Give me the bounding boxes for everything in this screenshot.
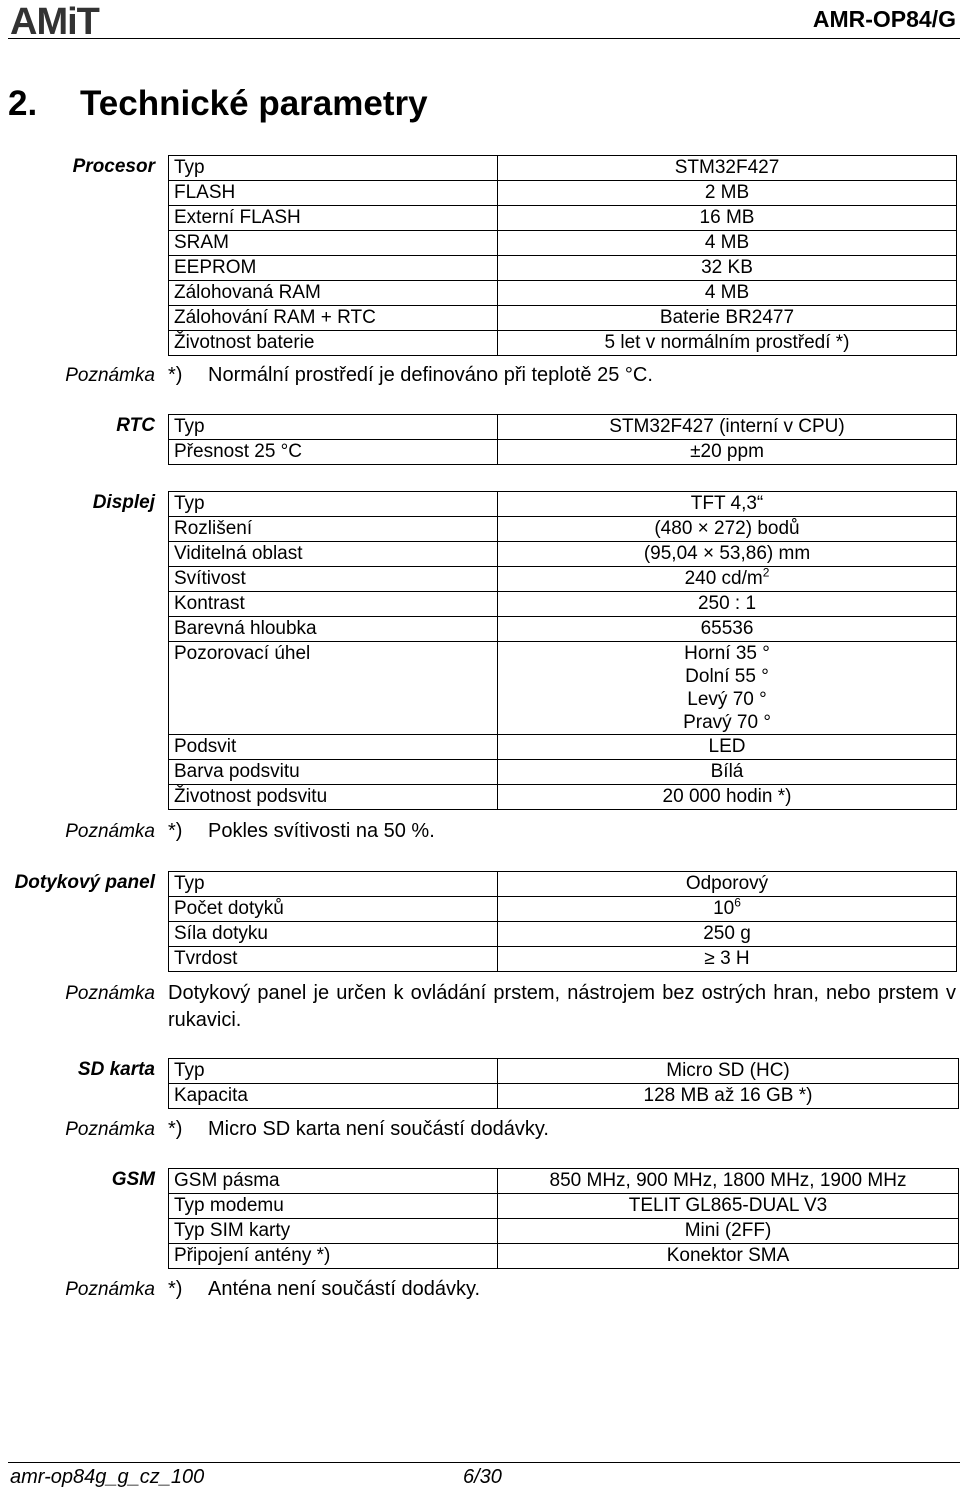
table-row (169, 256, 957, 281)
parameter-value (498, 181, 957, 206)
dotykovy-panel-table (168, 871, 957, 972)
section-label-sd-karta: SD karta (77, 1059, 155, 1080)
value-exponent: 6 (734, 895, 741, 910)
note-asterisk: *) (168, 820, 183, 842)
section-label-gsm: GSM (111, 1169, 155, 1190)
value-text: Baterie BR2477 (659, 307, 795, 328)
table-row (169, 206, 957, 231)
footer-document-id: amr-op84g_g_cz_100 (10, 1466, 205, 1488)
value-line: Levý 70 ° (687, 689, 767, 710)
value-exponent: 2 (762, 565, 770, 580)
parameter-name: Podsvit (169, 735, 498, 760)
value-text: ±20 ppm (690, 441, 764, 462)
value-line: Dolní 55 ° (685, 666, 769, 687)
value-text: (95,04 × 53,86) mm (643, 543, 811, 564)
parameter-value (498, 642, 957, 735)
value-text: TFT 4,3“ (690, 493, 764, 514)
note-label: Poznámka (65, 1119, 155, 1140)
value-text: 32 KB (701, 257, 753, 278)
table-row (169, 785, 957, 810)
header-rule (8, 38, 960, 39)
parameter-value (498, 306, 957, 331)
procesor-table (168, 155, 957, 356)
parameter-name: Typ (169, 156, 498, 181)
parameter-value (498, 517, 957, 542)
parameter-name: Typ (169, 1059, 498, 1084)
table-row (169, 281, 957, 306)
sd-karta-note (168, 1118, 549, 1141)
parameter-name: Pozorovací úhel (169, 642, 498, 735)
parameter-name: Zálohování RAM + RTC (169, 306, 498, 331)
table-row (169, 735, 957, 760)
table-row (169, 542, 957, 567)
parameter-value (498, 922, 957, 947)
parameter-value (498, 872, 957, 897)
parameter-value (498, 567, 957, 592)
table-row (169, 947, 957, 972)
parameter-name: Typ SIM karty (169, 1219, 498, 1244)
displej-table (168, 491, 957, 810)
table-row (169, 331, 957, 356)
value-line: Pravý 70 ° (683, 712, 771, 733)
value-text: 4 MB (704, 232, 750, 253)
value-text: STM32F427 (674, 157, 780, 178)
value-text: 128 MB až 16 GB *) (643, 1085, 813, 1106)
parameter-name: Typ (169, 872, 498, 897)
parameter-name: Typ (169, 492, 498, 517)
note-asterisk: *) (168, 1118, 183, 1140)
parameter-value (498, 897, 957, 922)
parameter-name: Tvrdost (169, 947, 498, 972)
table-row (169, 306, 957, 331)
parameter-name: Počet dotyků (169, 897, 498, 922)
value-text: Mini (2FF) (684, 1220, 772, 1241)
value-text: STM32F427 (interní v CPU) (609, 416, 845, 437)
value-text: Konektor SMA (666, 1245, 790, 1266)
dotykovy-panel-note: Dotykový panel je určen k ovládání prstem, nástrojem bez ostrých hran, nebo prstem v rukavici. (168, 982, 956, 1031)
value-text: Odporový (685, 873, 769, 894)
parameter-value (498, 206, 957, 231)
parameter-name: Viditelná oblast (169, 542, 498, 567)
svg-text:AMiT: AMiT (10, 2, 99, 38)
table-row (169, 156, 957, 181)
parameter-value (498, 415, 957, 440)
table-row (169, 231, 957, 256)
parameter-value (498, 440, 957, 465)
table-row (169, 872, 957, 897)
table-row (169, 592, 957, 617)
parameter-name: Barevná hloubka (169, 617, 498, 642)
table-row (169, 617, 957, 642)
parameter-value (498, 947, 957, 972)
parameter-value (498, 542, 957, 567)
parameter-name: FLASH (169, 181, 498, 206)
parameter-name: Typ (169, 415, 498, 440)
parameter-value (498, 1169, 959, 1194)
note-label: Poznámka (65, 1279, 155, 1300)
value-text: Bílá (710, 761, 744, 782)
note-asterisk: *) (168, 364, 183, 386)
table-row (169, 567, 957, 592)
parameter-name: Životnost baterie (169, 331, 498, 356)
parameter-name: Barva podsvitu (169, 760, 498, 785)
table-row (169, 415, 957, 440)
parameter-value (498, 281, 957, 306)
parameter-value (498, 1059, 959, 1084)
parameter-value (498, 617, 957, 642)
parameter-value (498, 735, 957, 760)
parameter-value (498, 760, 957, 785)
section-label-displej: Displej (92, 492, 155, 513)
note-label: Poznámka (65, 983, 155, 1004)
parameter-value (498, 331, 957, 356)
parameter-value (498, 492, 957, 517)
value-line: Horní 35 ° (684, 643, 770, 664)
table-row (169, 897, 957, 922)
footer-rule (8, 1462, 960, 1463)
parameter-name: GSM pásma (169, 1169, 498, 1194)
note-label: Poznámka (65, 821, 155, 842)
table-row (169, 492, 957, 517)
parameter-value (498, 231, 957, 256)
gsm-note (168, 1278, 480, 1301)
table-row (169, 181, 957, 206)
value-text: 850 MHz, 900 MHz, 1800 MHz, 1900 MHz (549, 1170, 907, 1191)
value-text: LED (708, 736, 746, 757)
table-row (169, 1219, 959, 1244)
parameter-name: EEPROM (169, 256, 498, 281)
parameter-value (498, 1194, 959, 1219)
value-text: 2 MB (704, 182, 750, 203)
gsm-table (168, 1168, 959, 1269)
sd-karta-table (168, 1058, 959, 1109)
table-row (169, 517, 957, 542)
note-text: Micro SD karta není součástí dodávky. (208, 1118, 549, 1140)
note-text: Pokles svítivosti na 50 %. (208, 820, 435, 842)
parameter-name: Životnost podsvitu (169, 785, 498, 810)
parameter-value (498, 1244, 959, 1269)
value-text: (480 × 272) bodů (654, 518, 800, 539)
note-asterisk: *) (168, 1278, 183, 1300)
procesor-note (168, 364, 653, 387)
parameter-name: SRAM (169, 231, 498, 256)
value-text: 65536 (700, 618, 754, 639)
table-row (169, 922, 957, 947)
parameter-name: Připojení antény *) (169, 1244, 498, 1269)
section-label-rtc: RTC (116, 415, 155, 436)
page-header (0, 0, 960, 40)
section-label-dotykovy-panel: Dotykový panel (14, 872, 155, 893)
displej-note (168, 820, 435, 843)
table-row (169, 1244, 959, 1269)
rtc-table (168, 414, 957, 465)
table-row (169, 760, 957, 785)
parameter-name: Rozlišení (169, 517, 498, 542)
parameter-value (498, 1084, 959, 1109)
parameter-name: Svítivost (169, 567, 498, 592)
chapter-number: 2. (8, 84, 38, 123)
chapter-title: Technické parametry (80, 84, 428, 123)
parameter-value (498, 156, 957, 181)
parameter-name: Přesnost 25 °C (169, 440, 498, 465)
note-text: Anténa není součástí dodávky. (208, 1278, 481, 1300)
chapter-heading (8, 84, 428, 124)
footer-page-number: 6/30 (463, 1466, 502, 1488)
amit-logo (10, 2, 142, 38)
value-text: 10 (713, 898, 735, 919)
value-text: 250 : 1 (697, 593, 757, 614)
section-label-procesor: Procesor (72, 156, 155, 177)
parameter-value (498, 256, 957, 281)
value-text: 16 MB (699, 207, 755, 228)
note-label: Poznámka (65, 365, 155, 386)
value-text: 4 MB (704, 282, 750, 303)
table-row (169, 642, 957, 735)
parameter-name: Síla dotyku (169, 922, 498, 947)
table-row (169, 440, 957, 465)
parameter-value (498, 1219, 959, 1244)
value-text: 250 g (703, 923, 751, 944)
value-text: 20 000 hodin *) (662, 786, 792, 807)
parameter-name: Kontrast (169, 592, 498, 617)
parameter-name: Zálohovaná RAM (169, 281, 498, 306)
parameter-name: Kapacita (169, 1084, 498, 1109)
parameter-name: Typ modemu (169, 1194, 498, 1219)
table-row (169, 1194, 959, 1219)
parameter-value (498, 592, 957, 617)
value-text: 240 cd/m (684, 568, 763, 589)
document-code: AMR-OP84/G (812, 6, 956, 32)
table-row (169, 1084, 959, 1109)
value-text: ≥ 3 H (704, 948, 750, 969)
note-text: Normální prostředí je definováno při teplotě 25 °C. (208, 364, 653, 386)
table-row (169, 1169, 959, 1194)
table-row (169, 1059, 959, 1084)
value-text: TELIT GL865-DUAL V3 (628, 1195, 828, 1216)
value-text: Micro SD (HC) (666, 1060, 790, 1081)
value-text: 5 let v normálním prostředí *) (604, 332, 850, 353)
parameter-value (498, 785, 957, 810)
parameter-name: Externí FLASH (169, 206, 498, 231)
